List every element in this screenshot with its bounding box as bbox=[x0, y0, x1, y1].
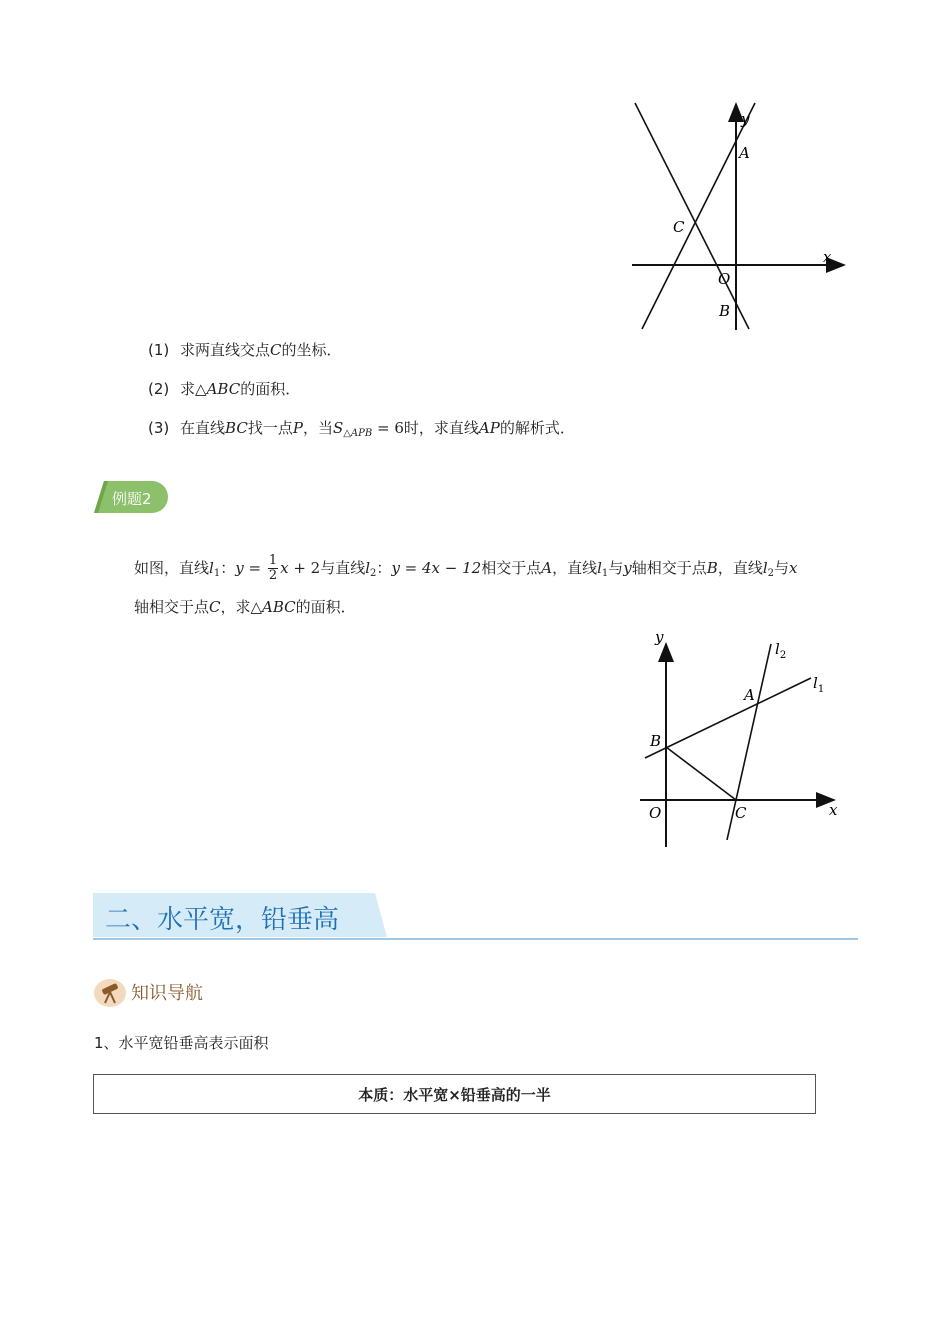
math-subscript: △APB bbox=[343, 428, 373, 439]
question-1 bbox=[148, 340, 342, 360]
question-text: 在直线 bbox=[180, 419, 226, 437]
math-var: x bbox=[280, 559, 289, 577]
section-title: 二、水平宽，铅垂高 bbox=[105, 905, 340, 935]
fraction-denominator: 2 bbox=[268, 568, 278, 583]
question-number: (3) bbox=[148, 419, 170, 437]
example-tag bbox=[94, 481, 168, 513]
label-o: O bbox=[718, 270, 731, 288]
math-var: l bbox=[209, 559, 214, 577]
example-tag-label: 例题2 bbox=[112, 490, 152, 508]
math-var: S bbox=[332, 419, 344, 437]
label-o: O bbox=[649, 804, 662, 822]
math-subscript: 2 bbox=[370, 568, 377, 579]
question-text: 求△ bbox=[180, 380, 207, 398]
math-subscript: 1 bbox=[601, 568, 609, 579]
label-y: y bbox=[741, 110, 750, 128]
math-equation: = bbox=[243, 559, 266, 577]
question-3 bbox=[148, 418, 575, 444]
question-text: 求两直线交点 bbox=[180, 341, 271, 359]
line-l2 bbox=[727, 644, 771, 840]
knowledge-nav bbox=[93, 976, 203, 1008]
knowledge-nav-label: 知识导航 bbox=[131, 983, 203, 1004]
line-l1 bbox=[645, 678, 811, 758]
math-var: x bbox=[789, 559, 798, 577]
point-1: 1、水平宽铅垂高表示面积 bbox=[94, 1034, 269, 1052]
example-text: ： bbox=[220, 559, 236, 577]
example-text: 与直线 bbox=[320, 559, 366, 577]
line-ac bbox=[642, 103, 755, 329]
example-text: ： bbox=[376, 559, 392, 577]
label-l2: $l_2$ bbox=[775, 640, 787, 661]
segment-bc bbox=[666, 747, 736, 800]
label-c: C bbox=[673, 218, 685, 236]
section-header bbox=[93, 893, 858, 941]
example-text: 与 bbox=[608, 559, 624, 577]
math-equation: = 6 bbox=[372, 419, 404, 437]
math-var: C bbox=[209, 598, 221, 616]
question-text: ，当 bbox=[302, 419, 333, 437]
math-var: ABC bbox=[262, 598, 296, 616]
math-var: A bbox=[541, 559, 553, 577]
figure-2-graph bbox=[630, 625, 855, 855]
example-text: ，直线 bbox=[552, 559, 598, 577]
math-subscript: 2 bbox=[767, 568, 775, 579]
label-a: A bbox=[744, 686, 755, 704]
question-2 bbox=[148, 379, 300, 399]
math-equation: + 2 bbox=[288, 559, 321, 577]
figure-1-graph bbox=[620, 95, 860, 340]
label-x: x bbox=[829, 801, 838, 819]
label-b: B bbox=[650, 732, 662, 750]
math-var: l bbox=[365, 559, 371, 577]
label-y: y bbox=[655, 628, 664, 646]
math-var: BC bbox=[225, 419, 248, 437]
line-bc bbox=[635, 103, 749, 329]
math-var: P bbox=[292, 419, 303, 437]
example-text: 轴相交于点 bbox=[631, 559, 707, 577]
fraction-one-half bbox=[268, 554, 278, 583]
question-text: 找一点 bbox=[247, 419, 293, 437]
math-var: B bbox=[706, 559, 718, 577]
math-var: l bbox=[762, 559, 768, 577]
label-x: x bbox=[823, 248, 832, 266]
example-2-line-2 bbox=[134, 597, 356, 617]
math-var: y bbox=[623, 559, 632, 577]
question-number: (2) bbox=[148, 380, 170, 398]
question-text: 的解析式． bbox=[499, 419, 575, 437]
fraction-numerator: 1 bbox=[268, 553, 278, 568]
label-l1: $l_1$ bbox=[813, 674, 825, 695]
example-text: ，求△ bbox=[220, 598, 263, 616]
example-text: 轴相交于点 bbox=[134, 598, 210, 616]
math-equation: y = 4x − 12 bbox=[391, 559, 482, 577]
telescope-icon bbox=[93, 976, 127, 1008]
example-text: 相交于点 bbox=[481, 559, 542, 577]
label-a: A bbox=[739, 144, 750, 162]
example-text: 如图，直线 bbox=[134, 559, 210, 577]
math-var: ABC bbox=[206, 380, 241, 398]
essence-box bbox=[93, 1074, 816, 1114]
question-text: 的面积． bbox=[240, 380, 301, 398]
essence-text: 本质：水平宽×铅垂高的一半 bbox=[358, 1085, 551, 1104]
example-text: 与 bbox=[774, 559, 790, 577]
question-text: 时，求直线 bbox=[403, 419, 479, 437]
math-var: AP bbox=[478, 419, 500, 437]
question-number: (1) bbox=[148, 341, 170, 359]
label-b: B bbox=[719, 302, 731, 320]
example-2-line-1 bbox=[134, 552, 798, 590]
math-var: l bbox=[597, 559, 602, 577]
math-var: C bbox=[270, 341, 282, 359]
question-text: 的坐标． bbox=[281, 341, 342, 359]
example-text: ，直线 bbox=[717, 559, 763, 577]
label-c: C bbox=[735, 804, 747, 822]
example-text: 的面积． bbox=[295, 598, 356, 616]
math-subscript: 1 bbox=[213, 568, 221, 579]
math-var: y bbox=[235, 559, 244, 577]
